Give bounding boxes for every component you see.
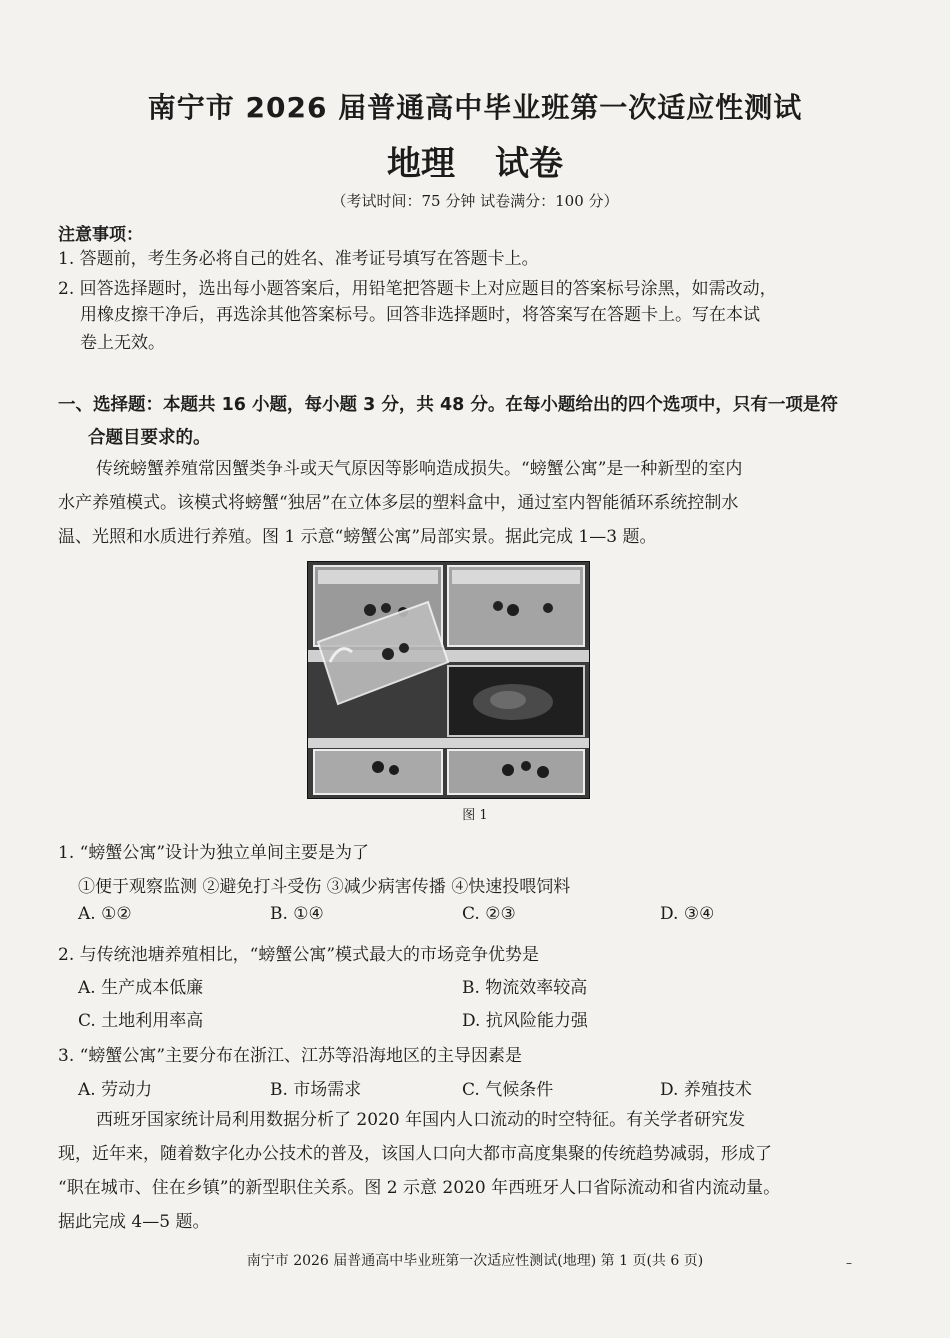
paper-label: 试卷 bbox=[495, 144, 563, 184]
q1-items: ①便于观察监测 ②避免打斗受伤 ③减少病害传播 ④快速投喂饲料 bbox=[78, 877, 571, 897]
notice-line-3: 用橡皮擦干净后，再选涂其他答案标号。回答非选择题时，将答案写在答题卡上。写在本试 bbox=[80, 305, 760, 325]
crab-apartment-photo bbox=[307, 561, 590, 799]
passage2-line-3: “职在城市、住在乡镇”的新型职住关系。图 2 示意 2020 年西班牙人口省际流动和省内流动量。 bbox=[58, 1178, 781, 1198]
figure1-caption: 图 1 bbox=[462, 808, 488, 823]
q3-option-a: A. 劳动力 bbox=[78, 1080, 153, 1100]
q1-option-b: B. ①④ bbox=[270, 904, 324, 924]
passage2-line-1: 西班牙国家统计局利用数据分析了 2020 年国内人口流动的时空特征。有关学者研究发 bbox=[96, 1110, 746, 1130]
section-one-heading: 一、选择题：本题共 16 小题，每小题 3 分，共 48 分。在每小题给出的四个选项中，只有一项是符 bbox=[58, 395, 838, 415]
q2-option-a: A. 生产成本低廉 bbox=[78, 978, 204, 998]
notice-line-2: 2. 回答选择题时，选出每小题答案后，用铅笔把答题卡上对应题目的答案标号涂黑，如需改动， bbox=[58, 279, 777, 299]
q1-option-c: C. ②③ bbox=[462, 904, 516, 924]
q3-option-c: C. 气候条件 bbox=[462, 1080, 554, 1100]
notice-line-1: 1. 答题前，考生务必将自己的姓名、准考证号填写在答题卡上。 bbox=[58, 249, 539, 269]
subject-name: 地理 bbox=[387, 144, 455, 184]
q2-option-b: B. 物流效率较高 bbox=[462, 978, 588, 998]
q2-option-d: D. 抗风险能力强 bbox=[462, 1011, 588, 1031]
passage1-line-2: 水产养殖模式。该模式将螃蟹“独居”在立体多层的塑料盒中，通过室内智能循环系统控制水 bbox=[58, 493, 739, 513]
q3-option-d: D. 养殖技术 bbox=[660, 1080, 752, 1100]
passage2-line-2: 现，近年来，随着数字化办公技术的普及，该国人口向大都市高度集聚的传统趋势减弱，形成了 bbox=[58, 1144, 772, 1164]
exam-title: 南宁市 2026 届普通高中毕业班第一次适应性测试 bbox=[147, 91, 803, 124]
passage1-line-1: 传统螃蟹养殖常因蟹类争斗或天气原因等影响造成损失。“螃蟹公寓”是一种新型的室内 bbox=[96, 459, 743, 479]
q1-stem: 1. “螃蟹公寓”设计为独立单间主要是为了 bbox=[58, 843, 370, 863]
q1-option-d: D. ③④ bbox=[660, 904, 715, 924]
photo-drawing bbox=[308, 562, 589, 798]
subject-title bbox=[0, 136, 950, 185]
page-footer: 南宁市 2026 届普通高中毕业班第一次适应性测试(地理) 第 1 页(共 6 页) bbox=[246, 1253, 704, 1269]
passage2-line-4: 据此完成 4—5 题。 bbox=[58, 1212, 210, 1232]
q2-stem: 2. 与传统池塘养殖相比，“螃蟹公寓”模式最大的市场竞争优势是 bbox=[58, 945, 540, 965]
notice-heading: 注意事项： bbox=[58, 225, 143, 245]
notice-line-4: 卷上无效。 bbox=[80, 333, 165, 353]
exam-info: （考试时间：75 分钟 试卷满分：100 分） bbox=[331, 192, 619, 210]
q1-option-a: A. ①② bbox=[78, 904, 132, 924]
passage1-line-3: 温、光照和水质进行养殖。图 1 示意“螃蟹公寓”局部实景。据此完成 1—3 题。 bbox=[58, 527, 657, 547]
q2-option-c: C. 土地利用率高 bbox=[78, 1011, 204, 1031]
section-one-heading-cont: 合题目要求的。 bbox=[88, 428, 211, 448]
q3-stem: 3. “螃蟹公寓”主要分布在浙江、江苏等沿海地区的主导因素是 bbox=[58, 1046, 523, 1066]
footer-mark: – bbox=[846, 1256, 852, 1270]
q3-option-b: B. 市场需求 bbox=[270, 1080, 362, 1100]
